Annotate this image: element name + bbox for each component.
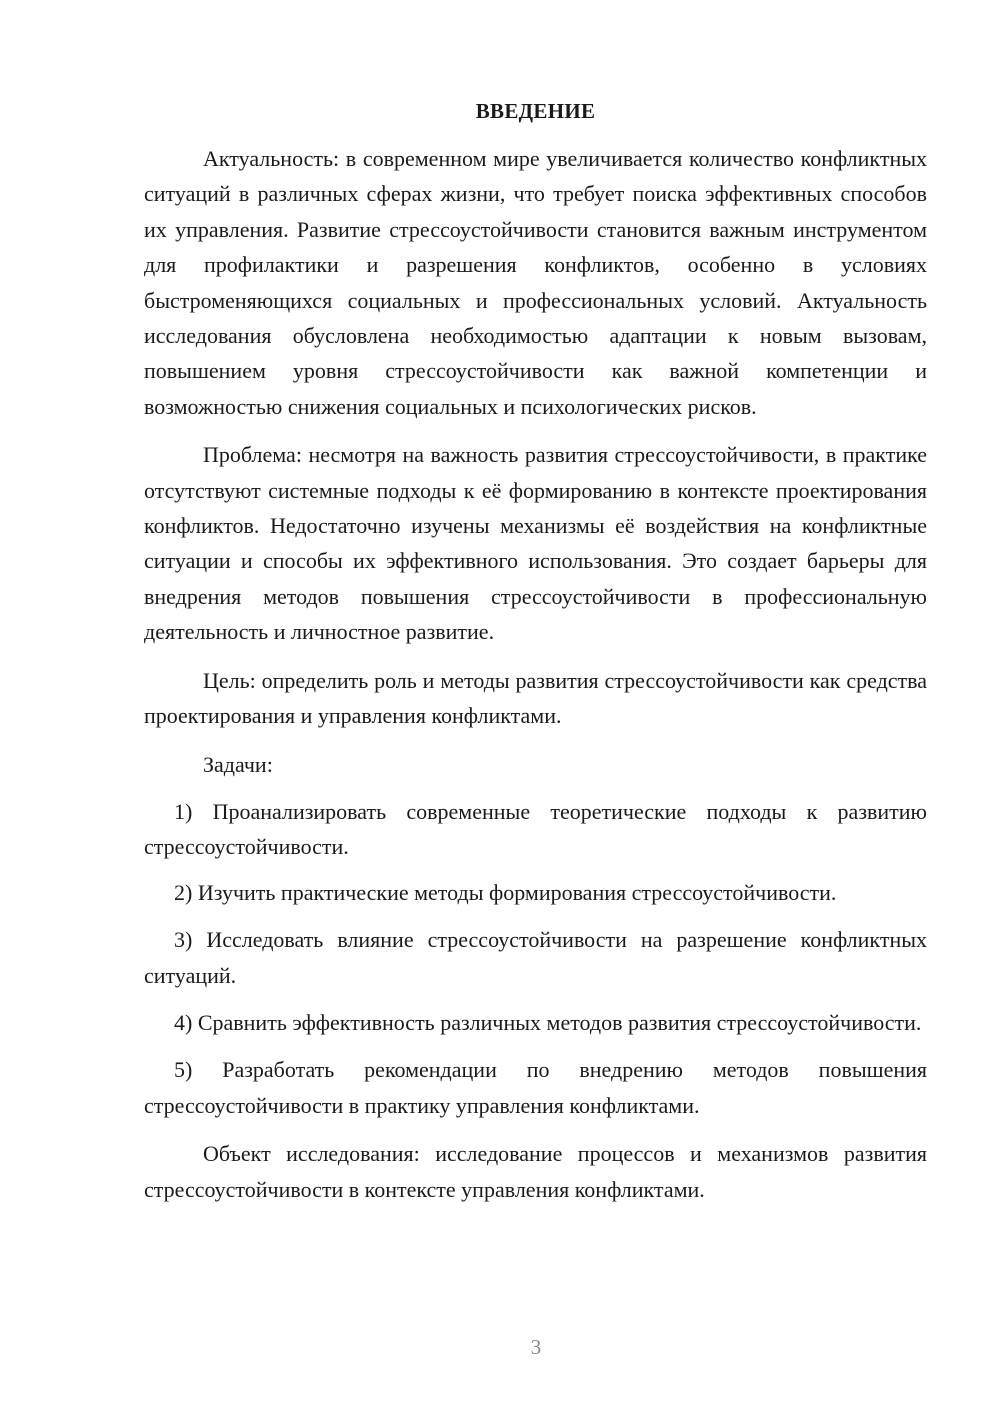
task-item-2: 2) Изучить практические методы формирования стрессоустойчивости. (174, 879, 837, 905)
page-content (144, 94, 927, 1207)
goal-paragraph: Цель: определить роль и методы развития стрессоустойчивости как средства проектирования и управления конфликтами. (144, 667, 927, 729)
task-item-4: 4) Сравнить эффективность различных методов развития стрессоустойчивости. (174, 1009, 922, 1035)
object-paragraph: Объект исследования: исследование процессов и механизмов развития стрессоустойчивости в контексте управления конфликтами. (144, 1141, 927, 1202)
tasks-label: Задачи: (203, 751, 273, 777)
relevance-paragraph: Актуальность: в современном мире увеличивается количество конфликтных ситуаций в различных сферах жизни, что требует поиска эффективных способов их управления. Развитие стрессоустойчивости становится важным инструментом для профилактики и разрешения конфликтов, особенно в условиях быстроменяющихся социальных и профессиональных условий. Актуальность исследования обусловлена необходимостью адаптации к новым вызовам, повышением уровня стрессоустойчивости как важной компетенции и возможностью снижения социальных и психологических рисков. (144, 146, 927, 419)
page-number: 3 (530, 1335, 542, 1359)
section-heading: ВВЕДЕНИЕ (475, 99, 596, 123)
task-item-3: 3) Исследовать влияние стрессоустойчивости на разрешение конфликтных ситуаций. (144, 927, 927, 988)
task-item-1: 1) Проанализировать современные теоретические подходы к развитию стрессоустойчивости. (144, 798, 927, 860)
task-item-5: 5) Разработать рекомендации по внедрению методов повышения стрессоустойчивости в практику управления конфликтами. (144, 1057, 927, 1118)
problem-paragraph: Проблема: несмотря на важность развития стрессоустойчивости, в практике отсутствуют системные подходы к её формированию в контексте проектирования конфликтов. Недостаточно изучены механизмы её воздействия на конфликтные ситуации и способы их эффективного использования. Это создает барьеры для внедрения методов повышения стрессоустойчивости в профессиональную деятельность и личностное развитие. (144, 442, 927, 645)
